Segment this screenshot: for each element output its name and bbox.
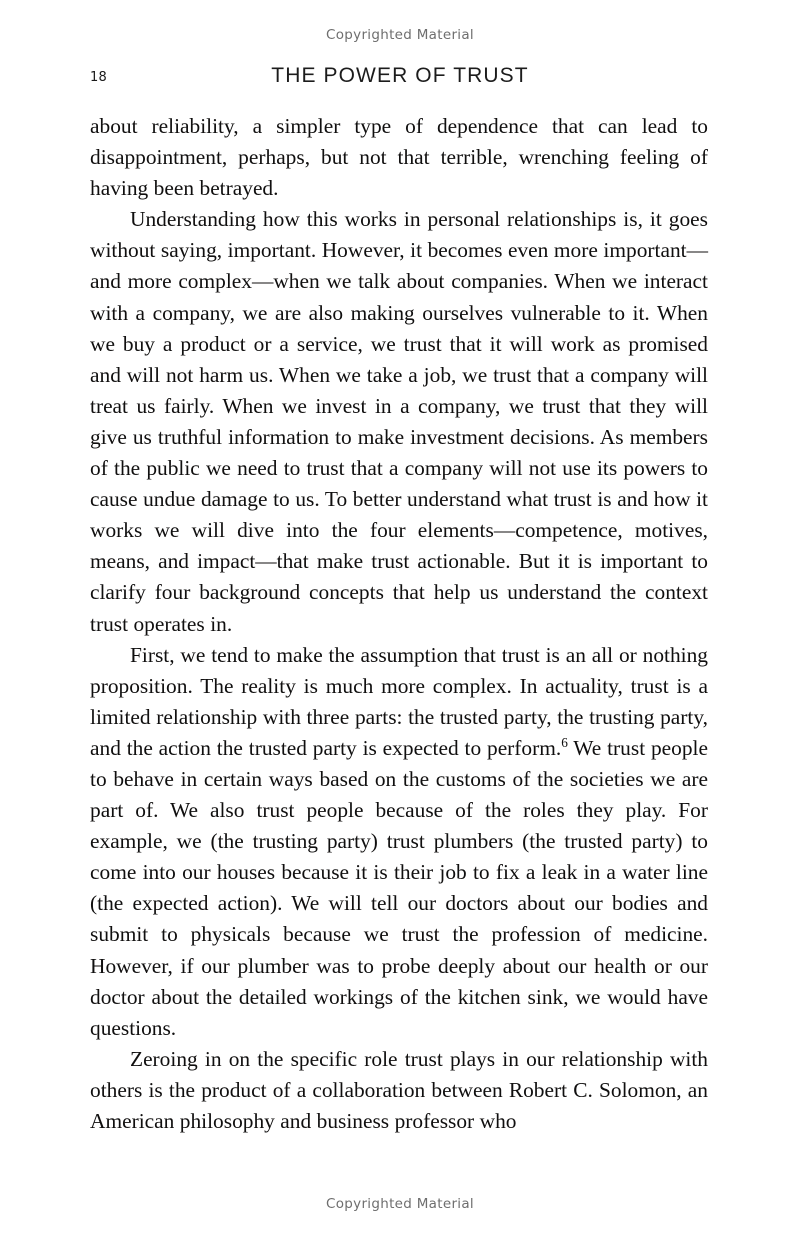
- paragraph: Zeroing in on the specific role trust plays in our relationship with others is the product of a collaboration between Robert C. Solomon, an American philosophy and business professor who: [90, 1046, 708, 1133]
- running-head-title: THE POWER OF TRUST: [271, 64, 529, 87]
- footnote-marker: 6: [561, 734, 568, 750]
- paragraph: Understanding how this works in personal relationships is, it goes without saying, important. However, it becomes even more important—and more complex—when we talk about companies. When we interact with a company, we are also making ourselves vulnerable to it. When we buy a product or a service, we trust that it will work as promised and will not harm us. When we take a job, we trust that a company will treat us fairly. When we invest in a company, we trust that they will give us truthful information to make investment decisions. As members of the public we need to trust that a company will not use its powers to cause undue damage to us. To better understand what trust is and how it works we will dive into the four elements—competence, motives, means, and impact—that make trust actionable. But it is important to clarify four background concepts that help us understand the context trust operates in.: [90, 207, 708, 636]
- paragraph: about reliability, a simpler type of dependence that can lead to disappointment, perhaps, but not that terrible, wrenching feeling of having been betrayed.: [90, 114, 708, 201]
- running-head: [0, 64, 800, 94]
- copyright-watermark-bottom: Copyrighted Material: [326, 1196, 474, 1212]
- page-number: 18: [90, 70, 107, 85]
- body-text-block: [90, 111, 708, 1137]
- paragraph-with-footnote: First, we tend to make the assumption that trust is an all or nothing proposition. The reality is much more complex. In actuality, trust is a limited relationship with three parts: the trusted party, the trusting party, and the action the trusted party is expected to perform.$^6$ We trust people to behave in certain ways based on the customs of the societies we are part of. We also trust people because of the roles they play. For example, we (the trusting party) trust plumbers (the trusted party) to come into our houses because it is their job to fix a leak in a water line (the expected action). We will tell our doctors about our bodies and submit to physicals because we trust the profession of medicine. However, if our plumber was to probe deeply about our health or our doctor about the detailed workings of the kitchen sink, we would have questions.: [90, 642, 708, 1040]
- copyright-watermark-top: Copyrighted Material: [326, 27, 474, 43]
